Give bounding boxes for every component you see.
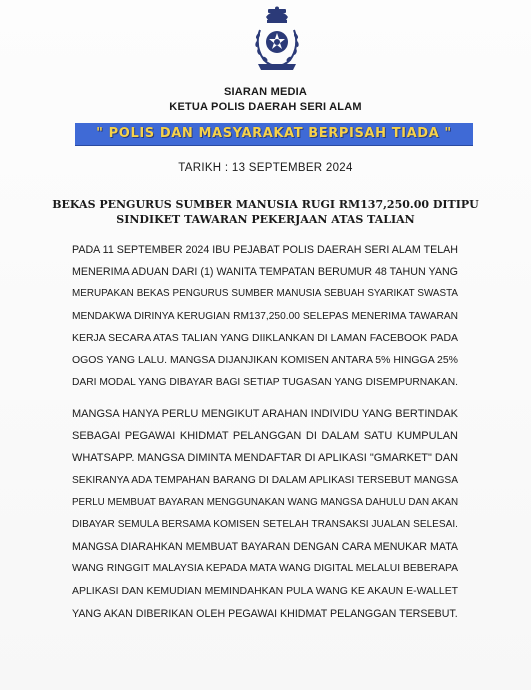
paragraph-line: OGOS YANG LALU. MANGSA DIJANJIKAN KOMISEN ANTARA 5% HINGGA 25% — [72, 355, 458, 367]
paragraph-line: PADA 11 SEPTEMBER 2024 IBU PEJABAT POLIS DAERAH SERI ALAM TELAH — [72, 244, 458, 256]
motto-text: " POLIS DAN MASYARAKAT BERPISAH TIADA " — [96, 126, 452, 141]
paragraph-line: MANGSA HANYA PERLU MENGIKUT ARAHAN INDIVIDU YANG BERTINDAK — [72, 408, 458, 420]
paragraph-line: MERUPAKAN BEKAS PENGURUS SUMBER MANUSIA SEBUAH SYARIKAT SWASTA — [72, 288, 458, 300]
paragraph-1 — [72, 239, 458, 394]
paragraph-line: APLIKASI DAN KEMUDIAN MEMINDAHKAN PULA WANG KE AKAUN E-WALLET — [72, 585, 459, 597]
release-date: TARIKH : 13 SEPTEMBER 2024 — [178, 162, 353, 174]
paragraph-line: DIBAYAR SEMULA BERSAMA KOMISEN SETELAH TRANSAKSI JUALAN SELESAI. — [72, 519, 458, 531]
paragraph-line: SEKIRANYA ADA TEMPAHAN BARANG DI DALAM APLIKASI TERSEBUT MANGSA — [72, 474, 458, 486]
header-title: SIARAN MEDIA — [223, 86, 308, 98]
motto-banner — [75, 123, 473, 145]
headline-line-1: BEKAS PENGURUS SUMBER MANUSIA RUGI RM137,250.00 DITIPU — [52, 198, 479, 211]
paragraph-line: MANGSA DIARAHKAN MEMBUAT BAYARAN DENGAN CARA MENUKAR MATA — [72, 541, 458, 554]
paragraph-line: SEBAGAI PEGAWAI KHIDMAT PELANGGAN DI DALAM SATU KUMPULAN — [72, 430, 458, 443]
paragraph-line: WHATSAPP. MANGSA DIMINTA MENDAFTAR DI APLIKASI "GMARKET" DAN — [72, 452, 459, 465]
paragraph-line: MENDAKWA DIRINYA KERUGIAN RM137,250.00 SELEPAS MENERIMA TAWARAN — [72, 310, 458, 322]
paragraph-line: WANG RINGGIT MALAYSIA KEPADA MATA WANG DIGITAL MELALUI BEBERAPA — [72, 563, 459, 575]
paragraph-line: MENERIMA ADUAN DARI (1) WANITA TEMPATAN BERUMUR 48 TAHUN YANG — [72, 266, 458, 279]
paragraph-line: PERLU MEMBUAT BAYARAN MENGGUNAKAN WANG MANGSA DAHULU DAN AKAN — [72, 496, 459, 508]
paragraph-2 — [72, 403, 458, 625]
police-crest-icon — [248, 6, 306, 72]
paragraph-line: KERJA SECARA ATAS TALIAN YANG DIIKLANKAN DI LAMAN FACEBOOK PADA — [72, 332, 458, 344]
paragraph-line: YANG AKAN DIBERIKAN OLEH PEGAWAI KHIDMAT PELANGGAN TERSEBUT. — [72, 607, 458, 620]
paragraph-line: DARI MODAL YANG DIBAYAR BAGI SETIAP TUGASAN YANG DISEMPURNAKAN. — [72, 377, 459, 389]
header-subtitle: KETUA POLIS DAERAH SERI ALAM — [169, 101, 362, 113]
headline-line-2: SINDIKET TAWARAN PEKERJAAN ATAS TALIAN — [116, 213, 415, 226]
